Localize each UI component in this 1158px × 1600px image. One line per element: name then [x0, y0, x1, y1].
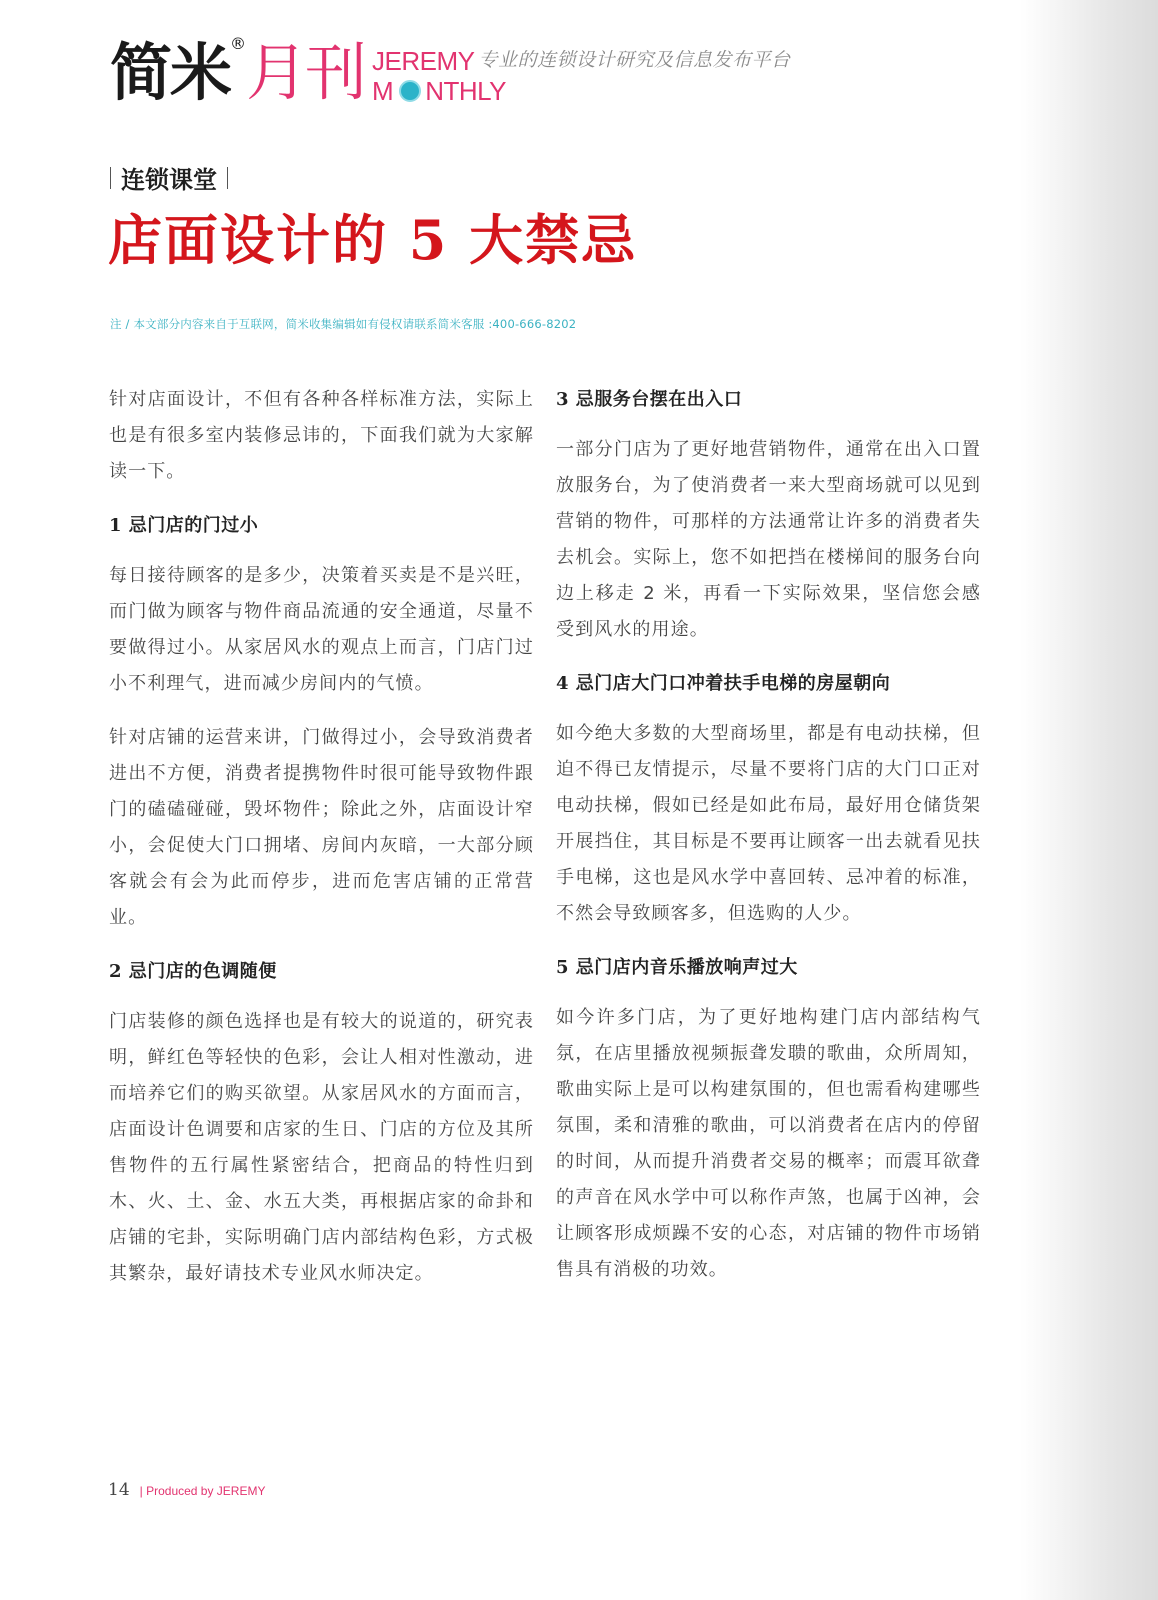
logo-jeremy: JEREMY [372, 46, 475, 76]
masthead [110, 34, 791, 118]
logo-monthly-rest: NTHLY [425, 76, 507, 106]
logo-monthly: 月刊 [246, 36, 365, 109]
paragraph: 针对店铺的运营来讲，门做得过小，会导致消费者进出不方便，消费者提携物件时很可能导致物件跟门的磕磕碰碰，毁坏物件；除此之外，店面设计窄小，会促使大门口拥堵、房间内灰暗，一大部分顾客就会有会为此而停步，进而危害店铺的正常营业。 [109, 727, 534, 928]
page-number: 14 [108, 1480, 130, 1500]
divider [110, 167, 111, 189]
paragraph: 每日接待顾客的是多少，决策着买卖是不是兴旺，而门做为顾客与物件商品流通的安全通道，尽量不要做得过小。从家居风水的观点上而言，门店门过小不利理气，进而减少房间内的气愤。 [109, 565, 534, 694]
column-tag [110, 160, 238, 195]
section-heading: 5 忌门店内音乐播放响声过大 [556, 957, 798, 978]
registered-mark-icon: ® [230, 34, 245, 53]
paragraph: 门店装修的颜色选择也是有较大的说道的，研究表明，鲜红色等轻快的色彩，会让人相对性激动，进而培养它们的购买欲望。从家居风水的方面而言，店面设计色调要和店家的生日、门店的方位及其所售物件的五行属性紧密结合，把商品的特性归到木、火、土、金、水五大类，再根据店家的命卦和店铺的宅卦，实际明确门店内部结构色彩，方式极其繁杂，最好请技术专业风水师决定。 [109, 1011, 534, 1284]
column-tag-label: 连锁课堂 [121, 165, 217, 194]
tagline: 专业的连锁设计研究及信息发布平台 [478, 50, 791, 71]
section-heading: 3 忌服务台摆在出入口 [556, 389, 743, 410]
section-heading: 4 忌门店大门口冲着扶手电梯的房屋朝向 [556, 673, 891, 694]
section-heading: 2 忌门店的色调随便 [109, 961, 277, 982]
paragraph: 一部分门店为了更好地营销物件，通常在出入口置放服务台，为了使消费者一来大型商场就可以见到营销的物件，可那样的方法通常让许多的消费者失去机会。实际上，您不如把挡在楼梯间的服务台向边上移走 2 米，再看一下实际效果，坚信您会感受到风水的用途。 [556, 439, 981, 640]
logo-english [372, 38, 790, 106]
logo-en-line2 [372, 76, 790, 106]
logo-jianmi [110, 34, 245, 109]
divider [227, 167, 228, 189]
section-heading: 1 忌门店的门过小 [109, 515, 259, 536]
left-column [109, 382, 534, 1310]
intro-paragraph: 针对店面设计，不但有各种各样标准方法，实际上也是有很多室内装修忌讳的，下面我们就为大家解读一下。 [109, 389, 534, 482]
logo-en-line1 [372, 46, 790, 76]
page-footer [108, 1480, 265, 1500]
source-note: 注 / 本文部分内容来自于互联网，简米收集编辑如有侵权请联系简米客服 :400-666-8202 [110, 317, 577, 331]
logo-monthly-m: M [372, 76, 394, 106]
paragraph: 如今许多门店，为了更好地构建门店内部结构气氛，在店里播放视频振聋发聩的歌曲，众所周知，歌曲实际上是可以构建氛围的，但也需看构建哪些氛围，柔和清雅的歌曲，可以消费者在店内的停留的时间，从而提升消费者交易的概率；而震耳欲聋的声音在风水学中可以称作声煞，也属于凶神，会让顾客形成烦躁不安的心态，对店铺的物件市场销售具有消极的功效。 [556, 1007, 981, 1280]
page-title: 店面设计的 5 大禁忌 [108, 208, 638, 272]
right-column [556, 382, 981, 1306]
logo-cn-text: 简米 [110, 36, 231, 109]
produced-by: | Produced by JEREMY [139, 1484, 266, 1498]
circle-dot-icon [399, 80, 421, 102]
paragraph: 如今绝大多数的大型商场里，都是有电动扶梯，但迫不得已友情提示，尽量不要将门店的大门口正对电动扶梯，假如已经是如此布局，最好用仓储货架开展挡住，其目标是不要再让顾客一出去就看见扶手电梯，这也是风水学中喜回转、忌冲着的标准，不然会导致顾客多，但选购的人少。 [556, 723, 981, 924]
